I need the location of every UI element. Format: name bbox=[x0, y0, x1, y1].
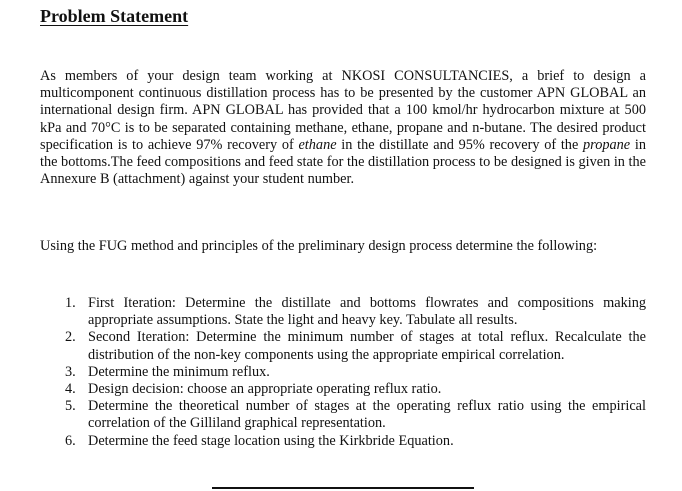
task-item bbox=[65, 329, 646, 363]
task-text: Design decision: choose an appropriate operating reflux ratio. bbox=[88, 381, 442, 398]
task-number: 6. bbox=[65, 432, 76, 449]
task-number: 2. bbox=[65, 329, 76, 346]
bottom-divider bbox=[212, 487, 474, 489]
instructions-paragraph: Using the FUG method and principles of the preliminary design process determine the following: bbox=[40, 238, 598, 254]
problem-description-paragraph bbox=[40, 68, 646, 188]
propane-emphasis: propane bbox=[583, 136, 631, 153]
task-text: First Iteration: Determine the distillate and bottoms flowrates and compositions making appropriate assumptions. State the light and heavy key. Tabulate all results. bbox=[88, 295, 646, 329]
ethane-emphasis: ethane bbox=[298, 136, 337, 153]
task-number: 5. bbox=[65, 398, 76, 415]
description-text-part1: As members of your design team working at NKOSI CONSULTANCIES, a brief to design a multicomponent continuous distillation process has to be presented by the customer APN GLOBAL an international design firm. APN GLOBAL has provided that a 100 kmol/hr hydrocarbon mixture at 500 kPa and 70°C is to be separated containing methane, ethane, propane and n-butane. The desired product specification is to achieve 97% recovery of bbox=[40, 68, 646, 153]
task-text: Determine the minimum reflux. bbox=[88, 363, 270, 380]
task-number: 4. bbox=[65, 381, 76, 398]
description-text-part3: in the bottoms.The feed compositions and feed state for the distillation process to be designed is given in the Annexure B (attachment) against your student number. bbox=[40, 136, 646, 188]
description-text-part2: in the distillate and 95% recovery of the bbox=[336, 136, 584, 153]
task-item bbox=[65, 398, 646, 432]
task-text: Second Iteration: Determine the minimum number of stages at total reflux. Recalculate the distribution of the non-key components using the appropriate empirical correlation. bbox=[88, 329, 646, 363]
task-item bbox=[65, 432, 646, 450]
task-number: 1. bbox=[65, 295, 76, 311]
task-number: 3. bbox=[65, 363, 76, 380]
task-item bbox=[65, 295, 646, 329]
task-list bbox=[65, 295, 646, 450]
task-item bbox=[65, 363, 646, 381]
page-title: Problem Statement bbox=[40, 6, 189, 26]
task-text: Determine the theoretical number of stages at the operating reflux ratio using the empirical correlation of the Gilliland graphical representation. bbox=[88, 398, 646, 432]
task-item bbox=[65, 381, 646, 398]
task-text: Determine the feed stage location using the Kirkbride Equation. bbox=[88, 432, 454, 449]
